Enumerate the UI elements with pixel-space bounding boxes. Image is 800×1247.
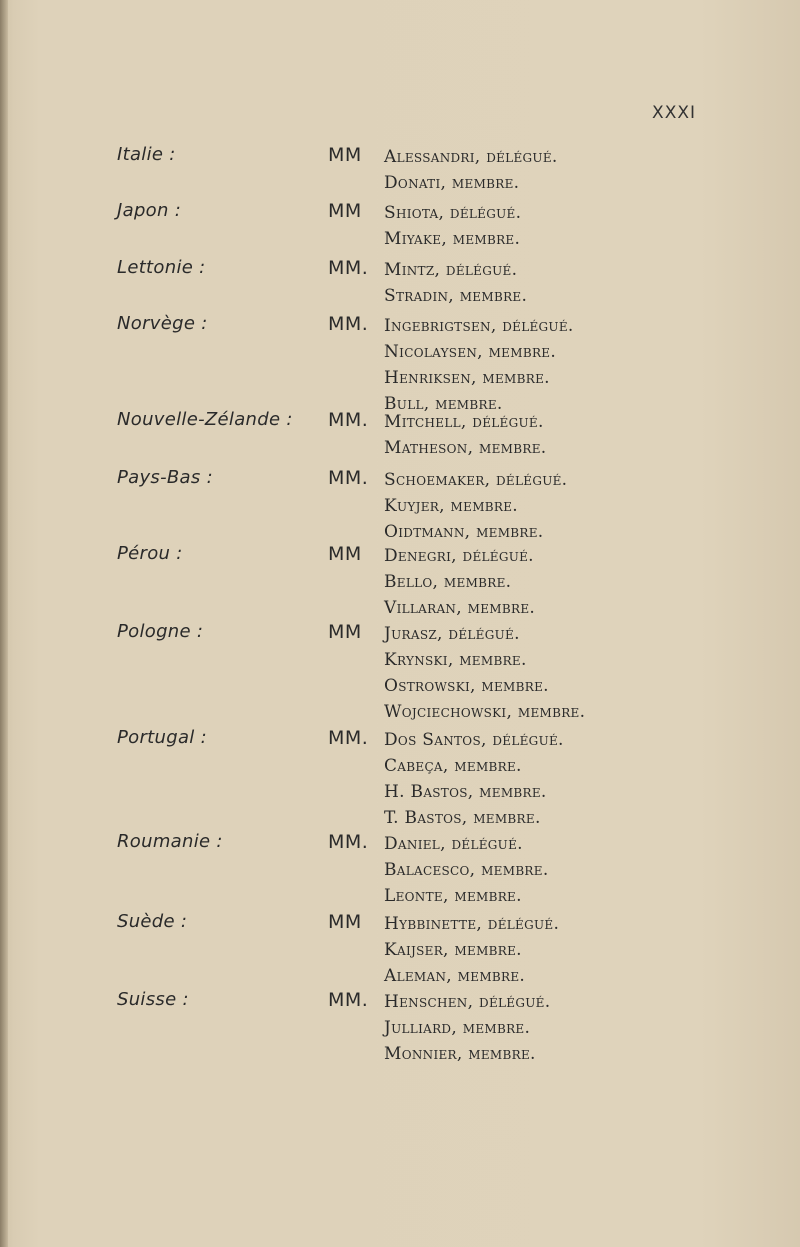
member-name: Ostrowski, membre. [384, 676, 549, 696]
honorific: MM. [328, 989, 369, 1011]
member-list [384, 727, 564, 831]
member-list [384, 200, 521, 252]
member-name: Henriksen, membre. [384, 368, 550, 388]
member-name: Julliard, membre. [384, 1018, 531, 1038]
country-name: Pologne : [117, 621, 204, 642]
country-name: Pérou : [117, 543, 183, 564]
member-name: Dos Santos, délégué. [384, 730, 564, 750]
honorific: MM. [328, 409, 369, 431]
honorific: MM [328, 200, 362, 222]
member-name: Donati, membre. [384, 173, 520, 193]
member-name: Alessandri, délégué. [384, 147, 558, 167]
member-name: Daniel, délégué. [384, 834, 523, 854]
member-name: Miyake, membre. [384, 229, 521, 249]
country-name: Suisse : [117, 989, 189, 1010]
member-name: Kuyjer, membre. [384, 496, 518, 516]
honorific: MM. [328, 313, 369, 335]
member-name: Denegri, délégué. [384, 546, 534, 566]
honorific: MM [328, 144, 362, 166]
member-name: Villaran, membre. [384, 598, 536, 618]
honorific: MM [328, 911, 362, 933]
member-list [384, 257, 527, 309]
member-name: Wojciechowski, membre. [384, 702, 586, 722]
member-list [384, 831, 549, 909]
member-name: Bello, membre. [384, 572, 512, 592]
member-list [384, 543, 535, 621]
honorific: MM. [328, 467, 369, 489]
honorific: MM. [328, 727, 369, 749]
honorific: MM. [328, 831, 369, 853]
country-name: Nouvelle-Zélande : [117, 409, 293, 430]
member-name: Nicolaysen, membre. [384, 342, 557, 362]
member-name: Matheson, membre. [384, 438, 547, 458]
member-name: Cabeça, membre. [384, 756, 522, 776]
country-name: Japon : [117, 200, 182, 221]
country-name: Pays-Bas : [117, 467, 213, 488]
member-name: Kaijser, membre. [384, 940, 522, 960]
member-name: Oidtmann, membre. [384, 522, 544, 542]
country-name: Portugal : [117, 727, 207, 748]
member-name: Shiota, délégué. [384, 203, 522, 223]
honorific: MM [328, 621, 362, 643]
member-list [384, 313, 574, 417]
member-list [384, 621, 585, 725]
honorific: MM. [328, 257, 369, 279]
member-list [384, 409, 546, 461]
member-name: Aleman, membre. [384, 966, 526, 986]
member-name: Stradin, membre. [384, 286, 528, 306]
member-name: Mintz, délégué. [384, 260, 518, 280]
member-list [384, 144, 558, 196]
member-name: Krynski, membre. [384, 650, 527, 670]
member-name: H. Bastos, membre. [384, 782, 547, 802]
member-name: Bull, membre. [384, 394, 503, 414]
country-name: Lettonie : [117, 257, 206, 278]
member-name: Ingebrigtsen, délégué. [384, 316, 574, 336]
member-name: Hybbinette, délégué. [384, 914, 560, 934]
page-spine-shadow [0, 0, 8, 1247]
country-name: Italie : [117, 144, 176, 165]
country-name: Suède : [117, 911, 188, 932]
member-list [384, 911, 559, 989]
country-name: Norvège : [117, 313, 208, 334]
member-name: Mitchell, délégué. [384, 412, 544, 432]
member-name: Henschen, délégué. [384, 992, 551, 1012]
member-name: Leonte, membre. [384, 886, 522, 906]
member-name: T. Bastos, membre. [384, 808, 541, 828]
member-list [384, 989, 550, 1067]
page-number: XXXI [652, 103, 696, 123]
country-name: Roumanie : [117, 831, 223, 852]
member-list [384, 467, 567, 545]
member-name: Jurasz, délégué. [384, 624, 520, 644]
member-name: Monnier, membre. [384, 1044, 536, 1064]
honorific: MM [328, 543, 362, 565]
member-name: Balacesco, membre. [384, 860, 549, 880]
member-name: Schoemaker, délégué. [384, 470, 568, 490]
